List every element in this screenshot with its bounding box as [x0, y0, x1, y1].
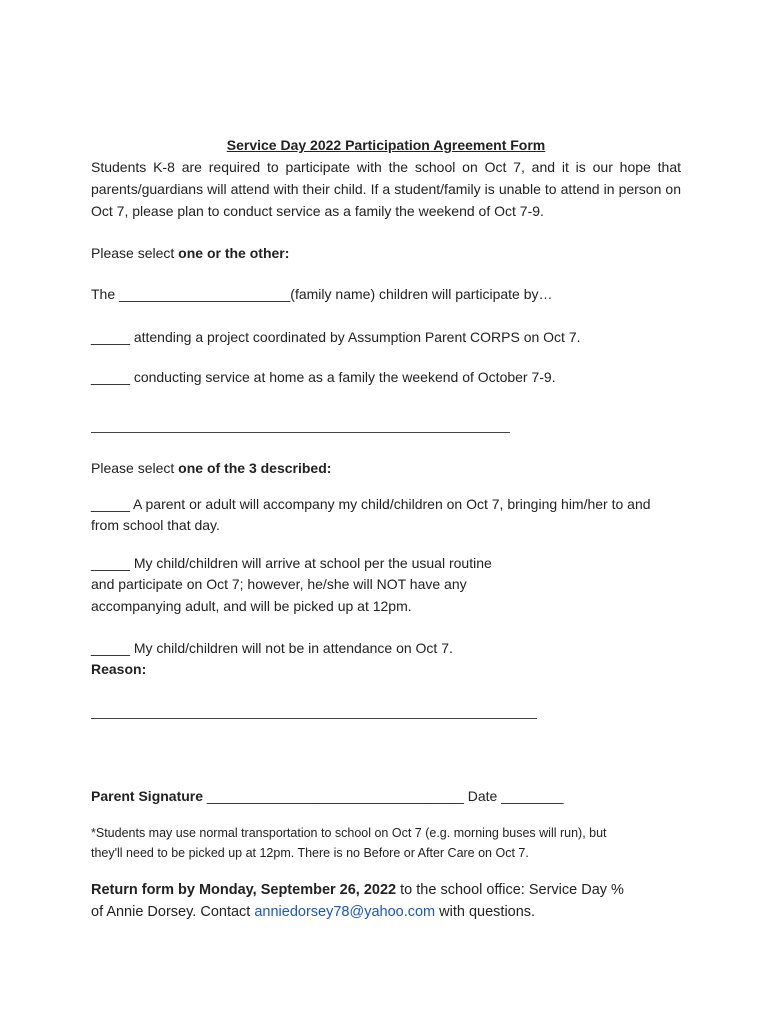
option-no-adult-line3: accompanying adult, and will be picked up at 12pm. — [91, 598, 412, 614]
family-name-line[interactable]: The ______________________(family name) children will participate by… — [91, 286, 553, 302]
contact-email-link[interactable]: anniedorsey78@yahoo.com — [254, 904, 436, 920]
reason-input-line[interactable] — [91, 718, 537, 719]
section-divider — [91, 432, 510, 433]
option-not-attending[interactable]: _____ My child/children will not be in attendance on Oct 7. — [91, 640, 453, 656]
signature-row — [91, 786, 681, 807]
section2-prompt: Please select one of the 3 described: — [91, 460, 332, 476]
form-title: Service Day 2022 Participation Agreement Form — [226, 137, 546, 153]
option-no-adult-line1[interactable]: _____ My child/children will arrive at school per the usual routine — [91, 555, 492, 571]
signature-label: Parent Signature — [91, 788, 204, 804]
return-deadline: Return form by Monday, September 26, 2022 — [91, 882, 397, 898]
return-line1: Return form by Monday, September 26, 2022 to the school office: Service Day % — [91, 882, 624, 898]
date-label: Date — [467, 788, 498, 804]
option-service-at-home[interactable]: _____ conducting service at home as a family the weekend of October 7-9. — [91, 369, 556, 385]
option-attend-project[interactable]: _____ attending a project coordinated by Assumption Parent CORPS on Oct 7. — [91, 329, 581, 345]
transport-note-line1: *Students may use normal transportation to school on Oct 7 (e.g. morning buses will run), but — [91, 826, 607, 840]
option-no-adult-line2: and participate on Oct 7; however, he/she will NOT have any — [91, 576, 467, 592]
section1-prompt: Please select one or the other: — [91, 245, 290, 261]
transport-note-line2: they'll need to be picked up at 12pm. There is no Before or After Care on Oct 7. — [91, 846, 529, 860]
reason-label: Reason: — [91, 661, 147, 677]
date-field[interactable]: ________ — [501, 788, 564, 804]
signature-field[interactable]: _________________________________ — [206, 788, 464, 804]
option-parent-accompany[interactable]: _____ A parent or adult will accompany my child/children on Oct 7, bringing him/her to and from school that day. — [91, 496, 651, 533]
intro-paragraph: Students K-8 are required to participate with the school on Oct 7, and it is our hope that parents/guardians will attend with their child. If a student/family is unable to attend in person on Oct 7, please plan to conduct service as a family the weekend of Oct 7-9. — [91, 159, 681, 219]
return-line2: of Annie Dorsey. Contact anniedorsey78@yahoo.com with questions. — [91, 904, 536, 920]
